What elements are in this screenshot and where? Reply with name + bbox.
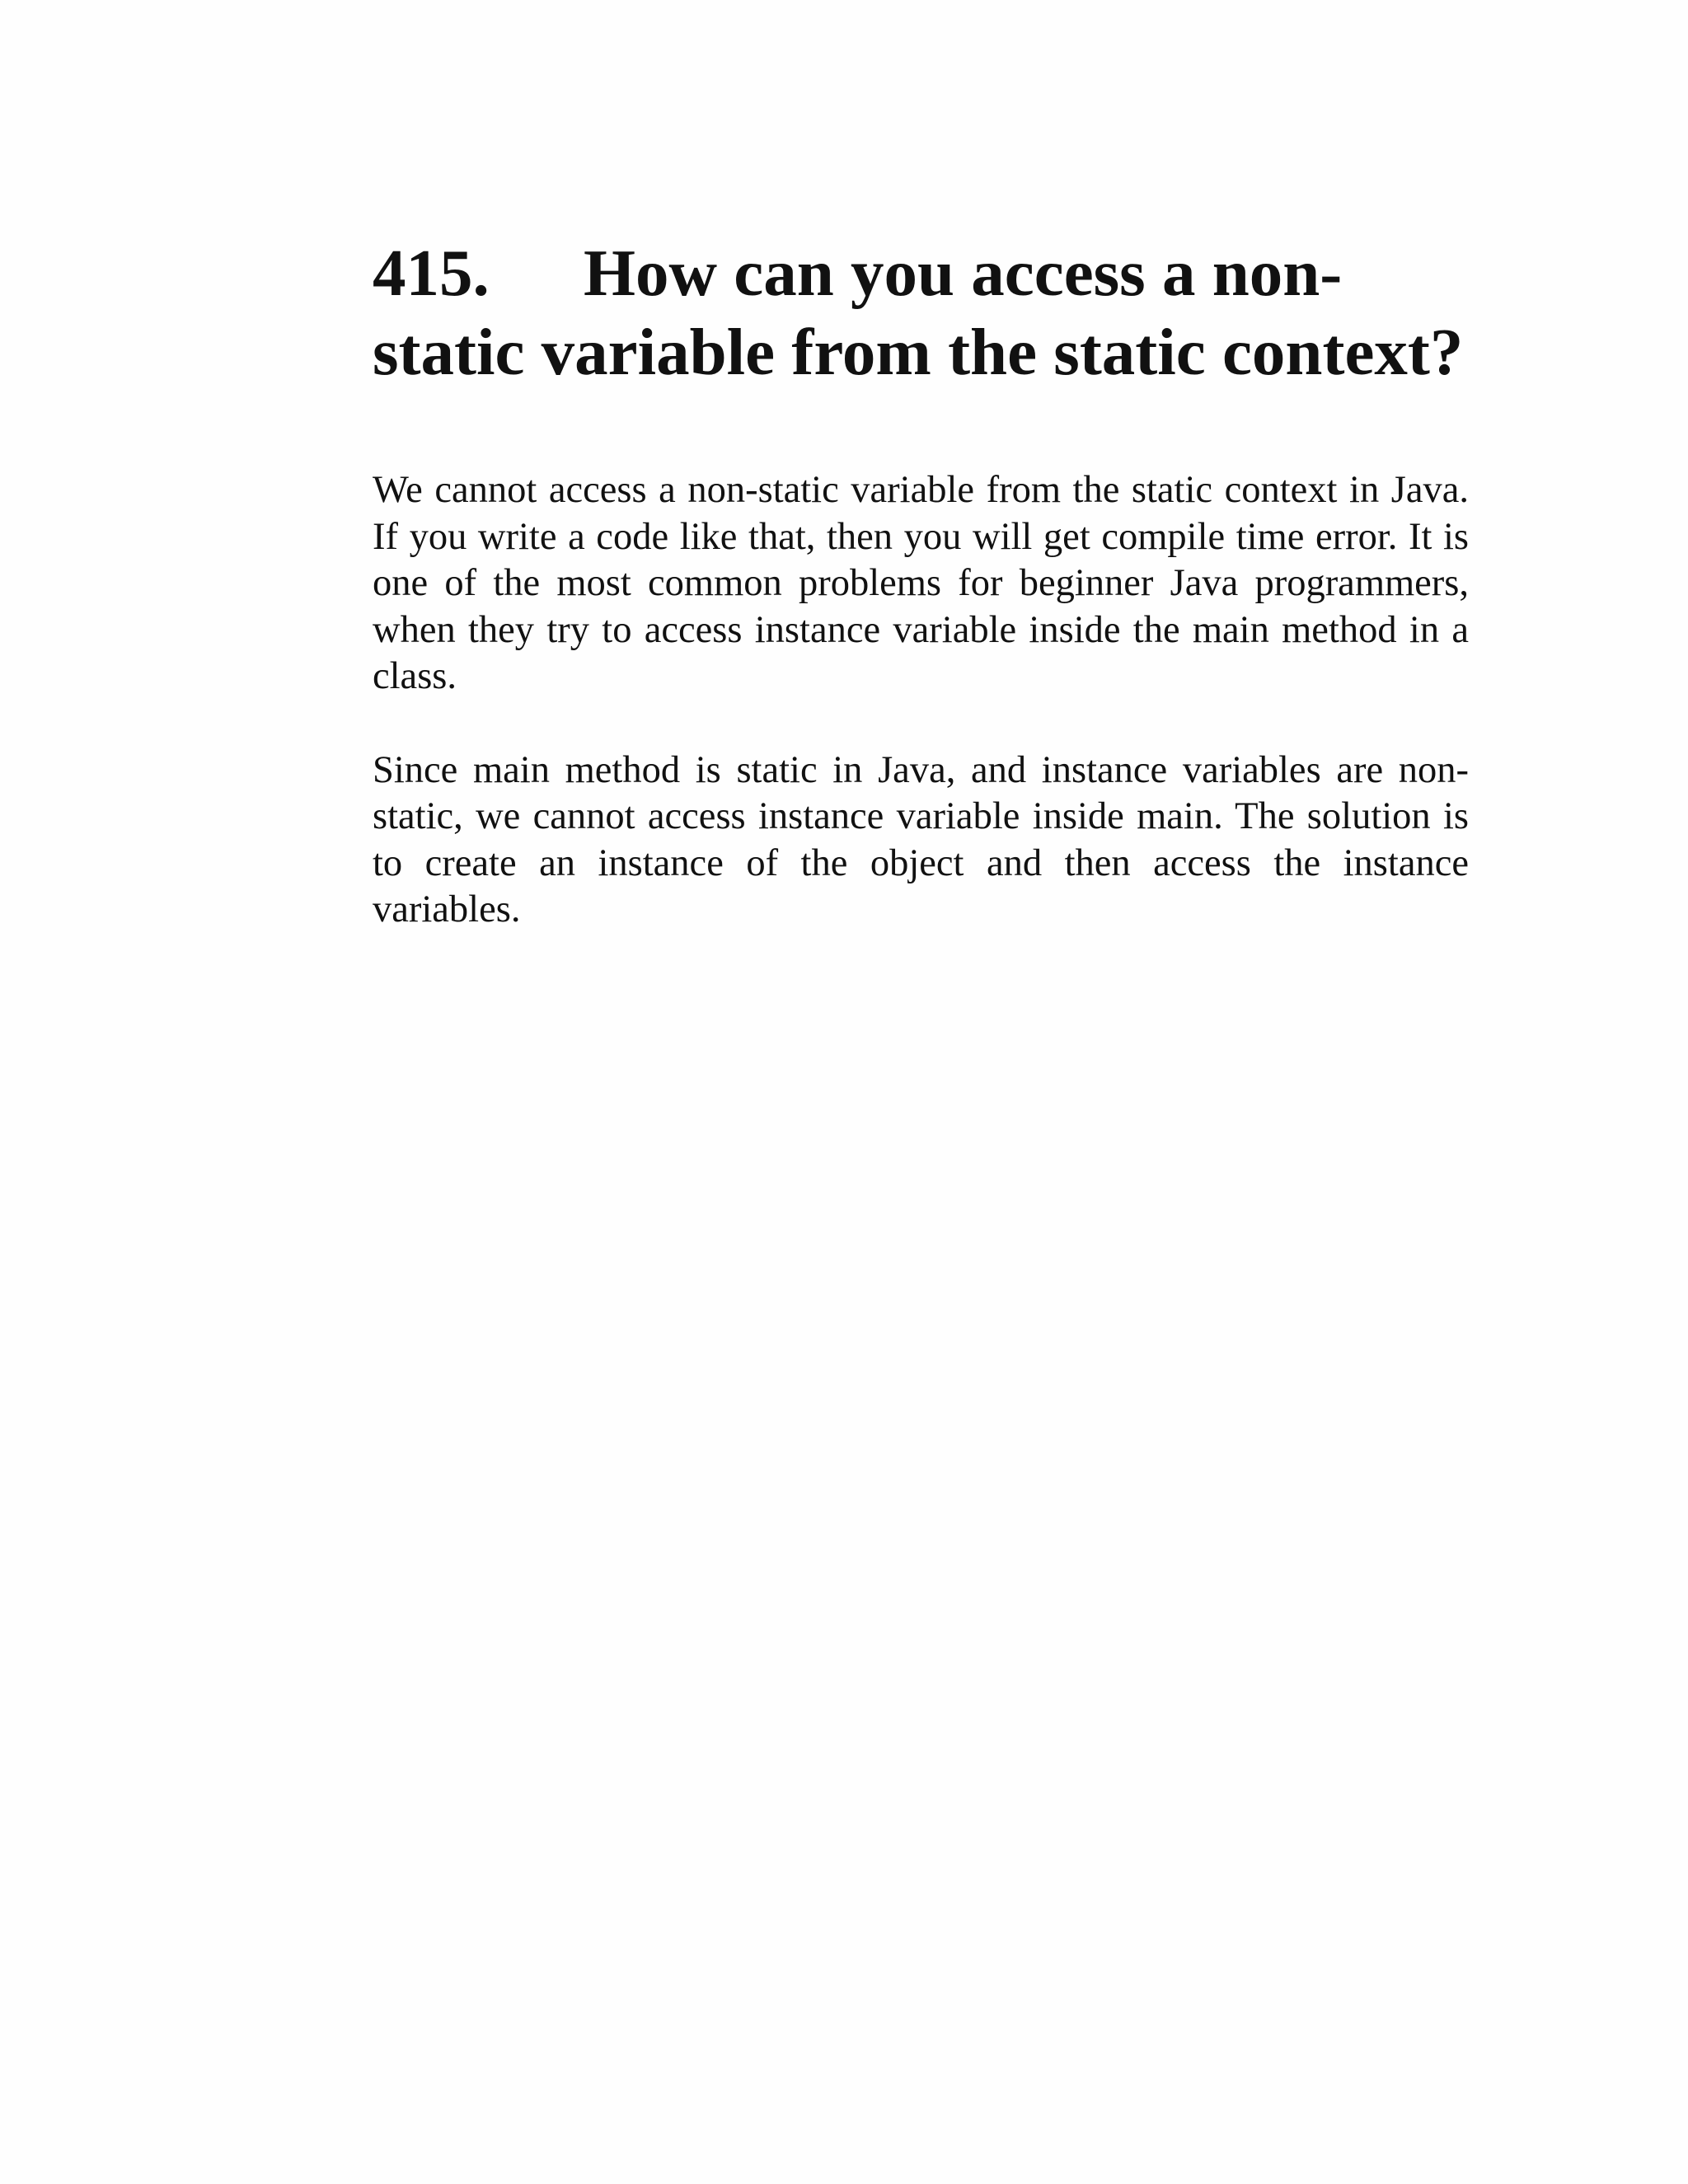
question-title: How can you access a non-static variable from the static context? (373, 236, 1464, 389)
answer-paragraph-1: We cannot access a non-static variable from the static context in Java. If you write a code like that, then you will get compile time error. It is one of the most common problems for beginner Java programmers, when they try to access instance variable inside the main method in a class. (373, 469, 1469, 697)
question-heading (373, 233, 1469, 391)
question-number: 415. (373, 236, 490, 310)
page-content (373, 233, 1469, 934)
answer-paragraph-2: Since main method is static in Java, and instance variables are non-static, we cannot access instance variable inside main. The solution is to create an instance of the object and then access the instance variables. (373, 748, 1469, 930)
